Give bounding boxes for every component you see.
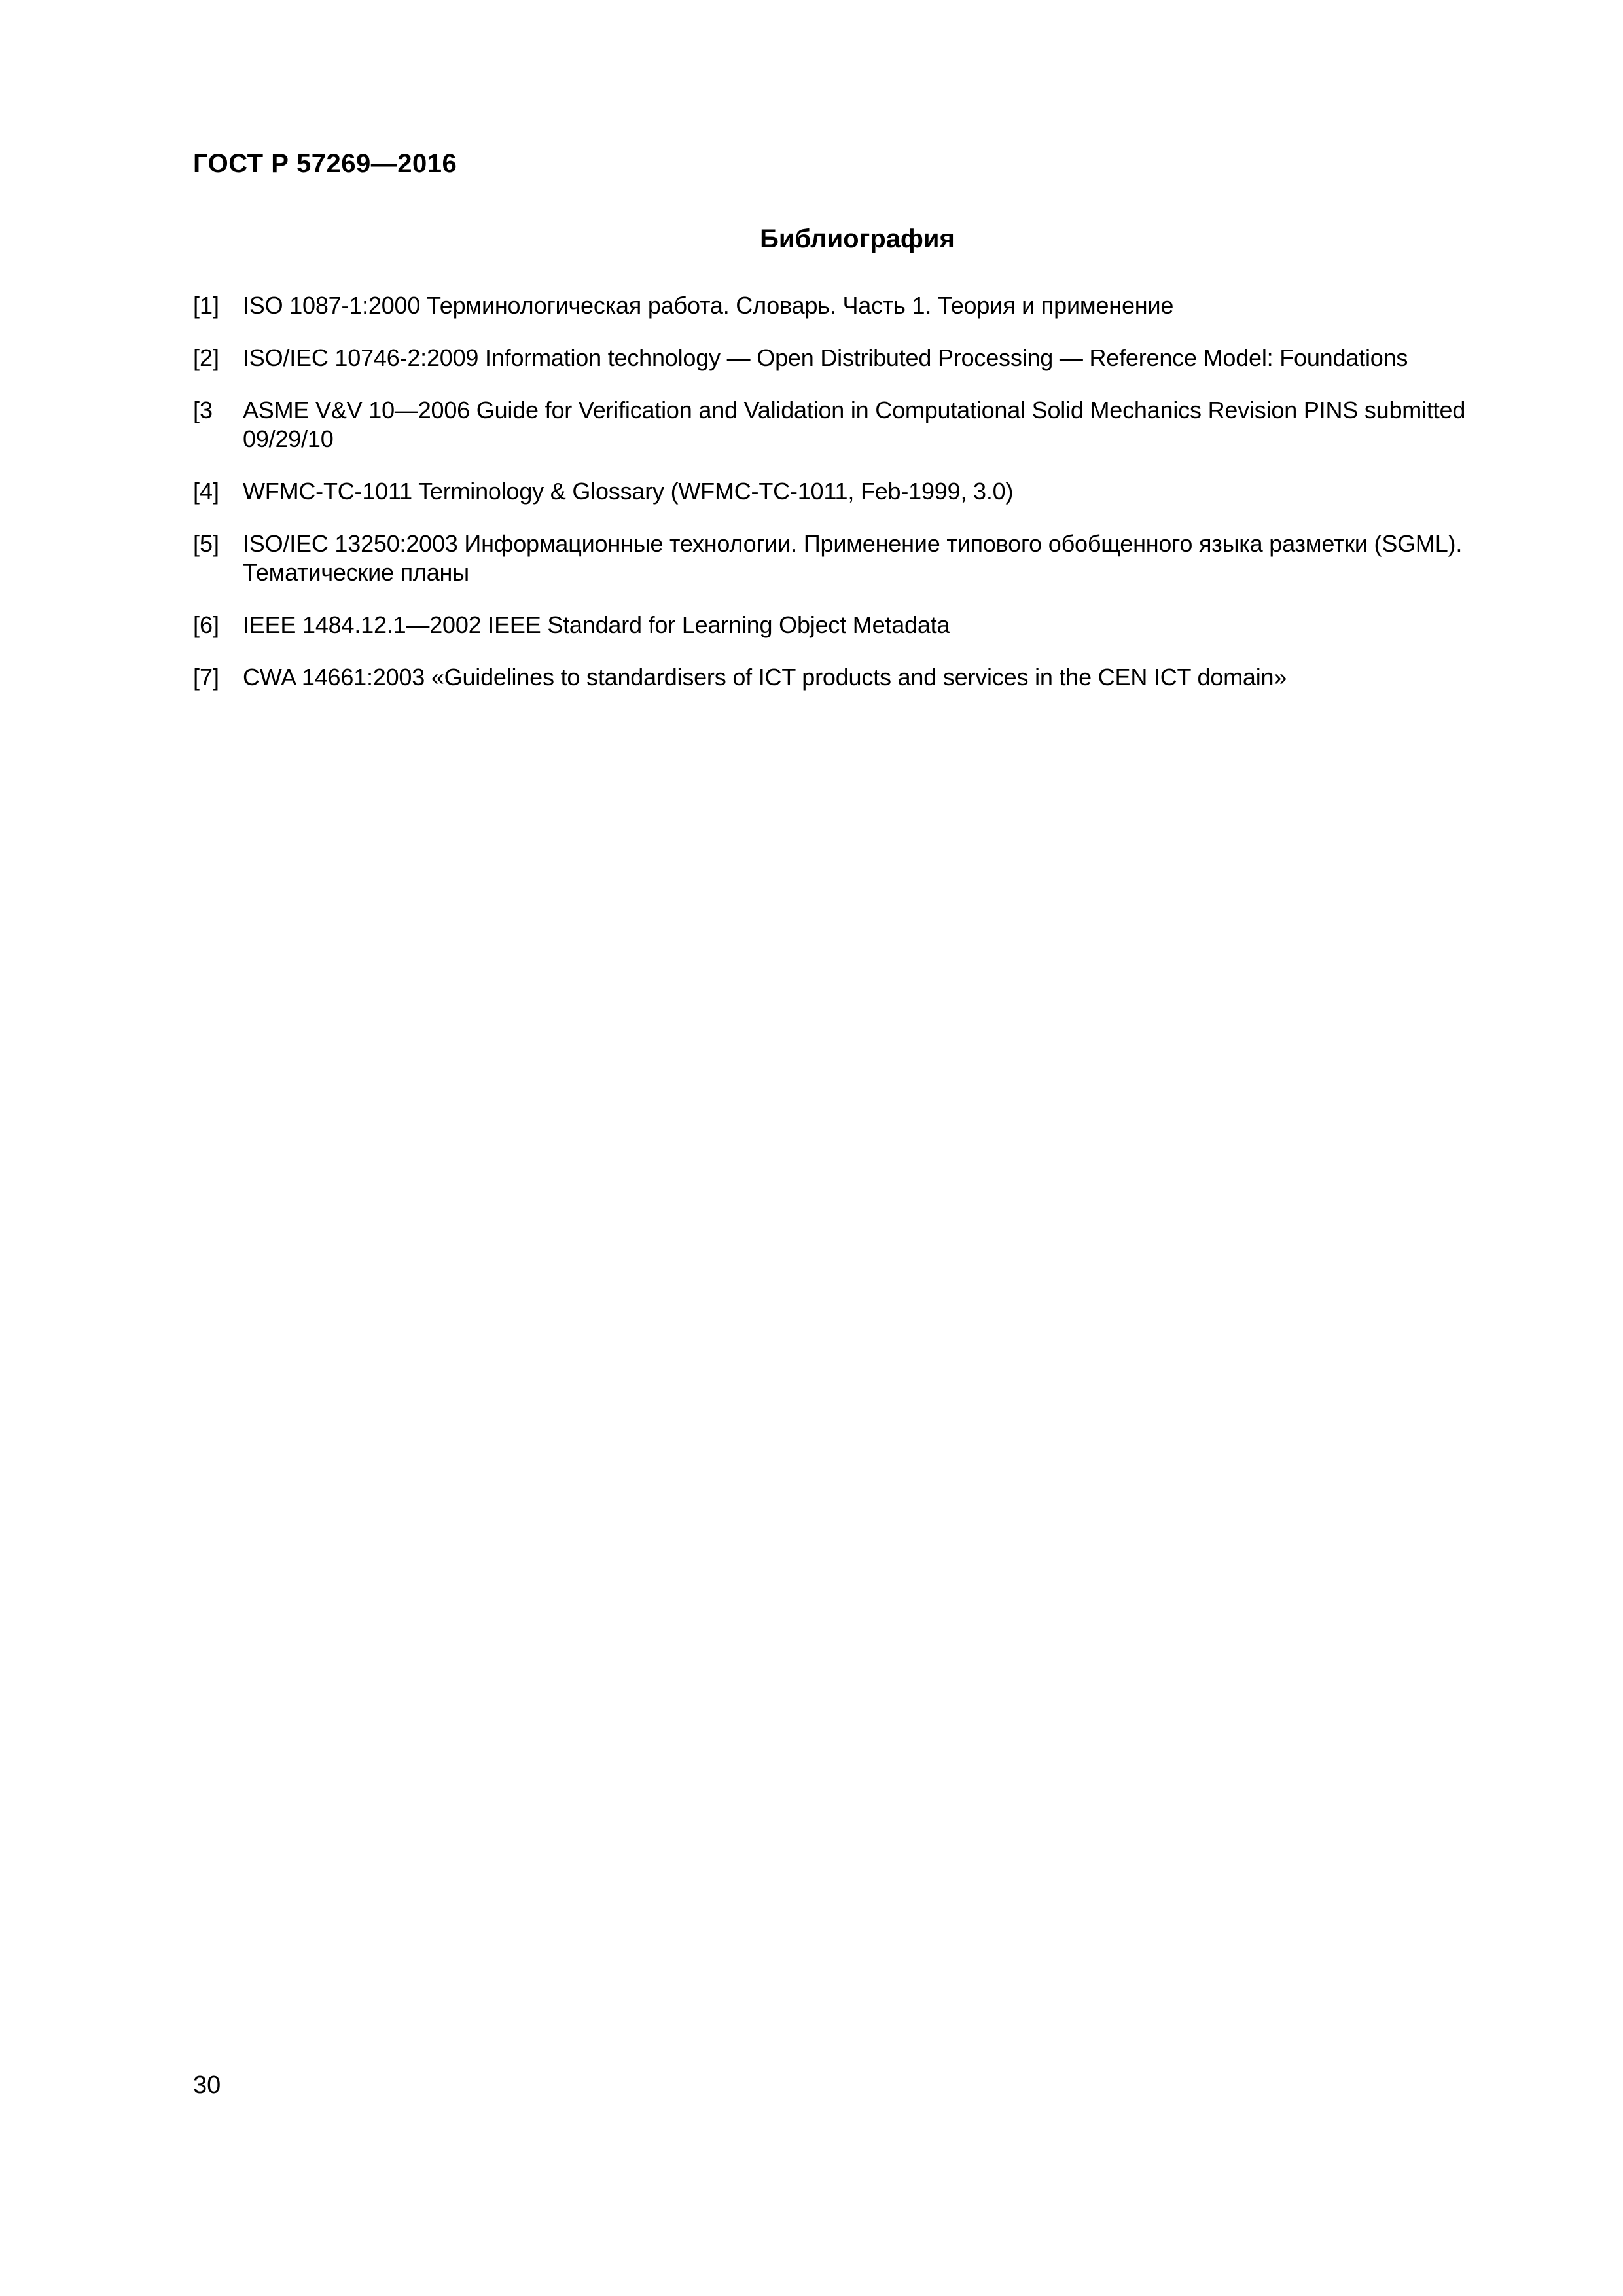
entry-number: [3 bbox=[193, 397, 213, 423]
entry-text: IEEE 1484.12.1—2002 IEEE Standard for Learning Object Metadata bbox=[243, 611, 950, 638]
entry-number: [1] bbox=[193, 292, 220, 319]
bibliography-entry bbox=[193, 344, 1535, 372]
entry-number: [7] bbox=[193, 664, 220, 691]
entry-text: ISO 1087-1:2000 Терминологическая работа. Словарь. Часть 1. Теория и применение bbox=[243, 292, 1174, 319]
document-code: ГОСТ Р 57269—2016 bbox=[193, 149, 457, 178]
entry-text: WFMC-TC-1011 Terminology & Glossary (WFMC-TC-1011, Feb-1999, 3.0) bbox=[243, 478, 1014, 505]
entry-text: CWA 14661:2003 «Guidelines to standardisers of ICT products and services in the CEN ICT domain» bbox=[243, 664, 1287, 691]
entry-number: [6] bbox=[193, 611, 220, 638]
section-title: Библиография bbox=[760, 224, 955, 253]
bibliography-entry bbox=[193, 529, 1535, 587]
entry-number: [4] bbox=[193, 478, 220, 505]
entry-number: [5] bbox=[193, 530, 220, 557]
entry-text: ASME V&V 10—2006 Guide for Verification and Validation in Computational Solid Mechanics Revision PINS submitted 09/29/10 bbox=[243, 397, 1466, 452]
entry-text: ISO/IEC 13250:2003 Информационные технологии. Применение типового обобщенного языка разметки (SGML). Тематические планы bbox=[243, 530, 1463, 586]
bibliography-entry bbox=[193, 663, 1535, 692]
entry-number: [2] bbox=[193, 344, 220, 371]
bibliography-list bbox=[193, 291, 1535, 715]
page-number: 30 bbox=[193, 2072, 221, 2099]
bibliography-entry bbox=[193, 477, 1535, 506]
entry-text: ISO/IEC 10746-2:2009 Information technology — Open Distributed Processing — Reference Model: Foundations bbox=[243, 344, 1408, 371]
bibliography-entry bbox=[193, 611, 1535, 639]
bibliography-entry bbox=[193, 291, 1535, 320]
bibliography-entry bbox=[193, 396, 1535, 454]
